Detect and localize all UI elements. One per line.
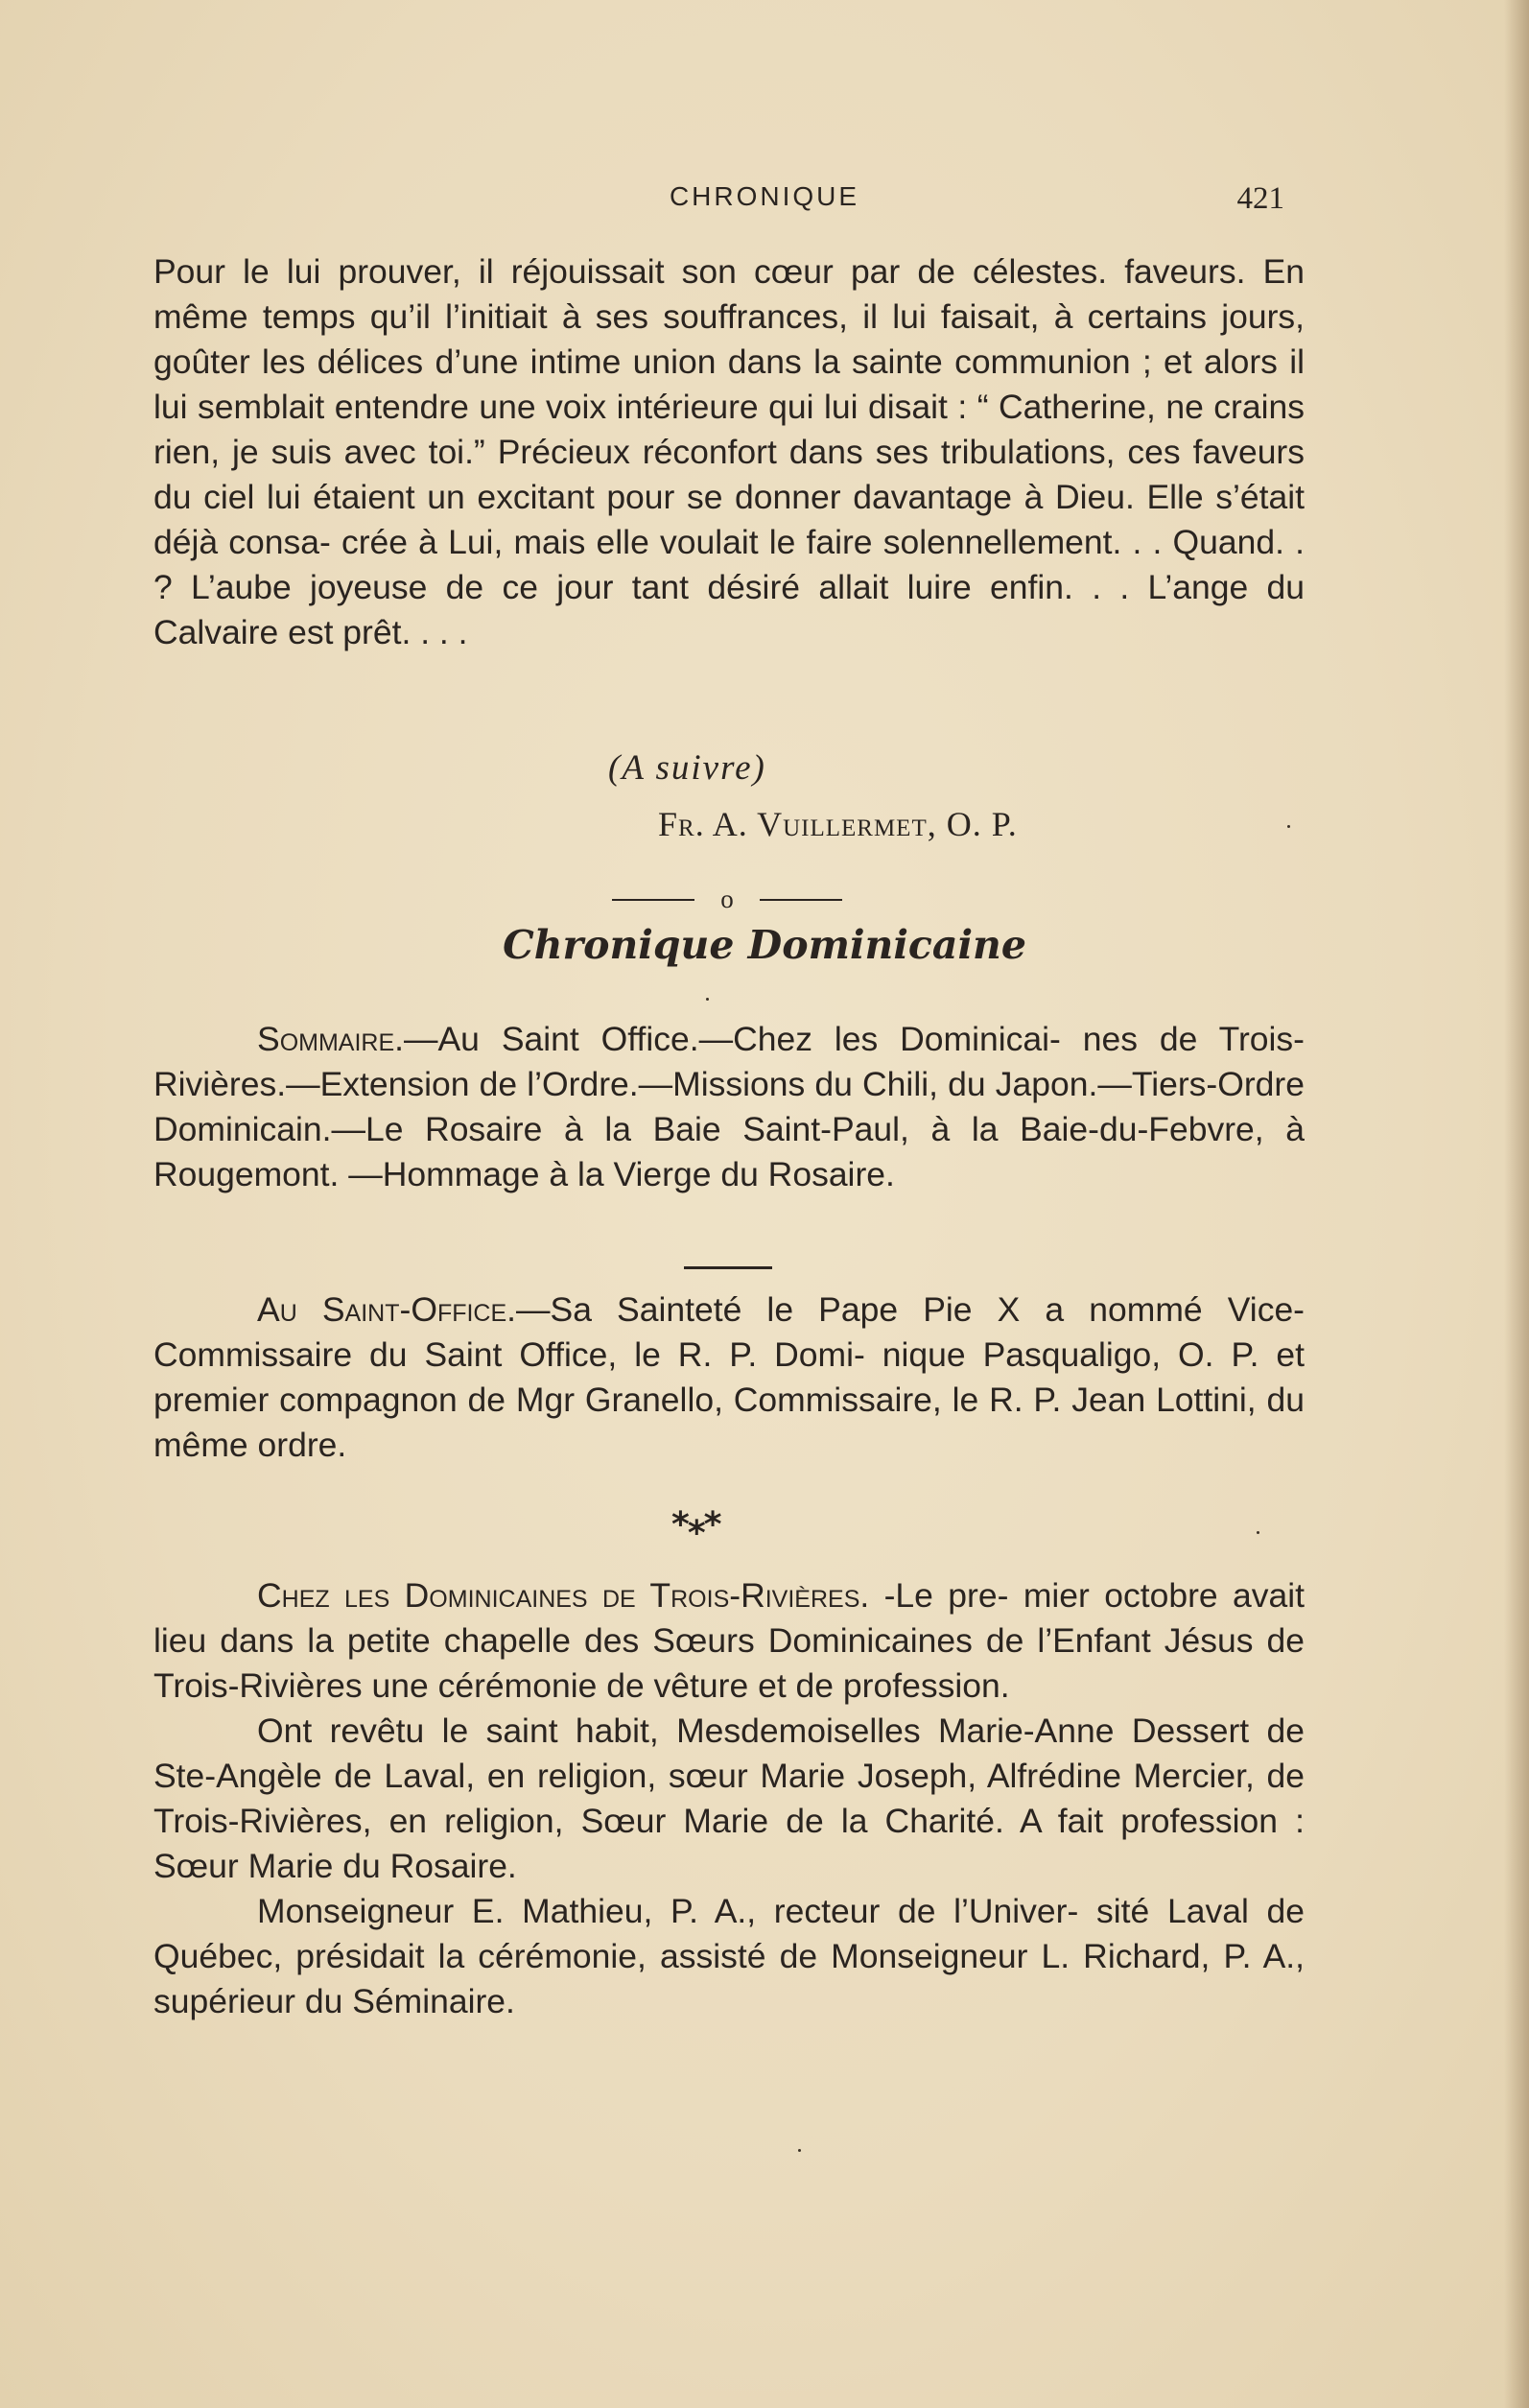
text-line: ses tribulations, ces faveurs du ciel lui étaient un excitant	[153, 433, 1306, 516]
asterisk: *	[671, 1505, 688, 1545]
divider-ornament: o	[720, 885, 734, 913]
text-line: Dessert de Ste-Angèle de Laval, en religion, sœur Marie	[153, 1712, 1305, 1795]
summary-paragraph	[153, 1017, 1305, 1197]
lead-smallcaps: ominicaines de	[429, 1576, 636, 1615]
opening-paragraph	[153, 249, 1305, 655]
text-line: il lui faisait, à certains jours, goûter les délices d’une intime	[153, 297, 1306, 381]
signature-part: , O. P.	[927, 805, 1018, 843]
text-line: ordre.	[257, 1426, 347, 1464]
vesture-text	[153, 1709, 1305, 1889]
lead-cap: T	[635, 1576, 671, 1615]
lead-cap: D	[389, 1576, 430, 1615]
text-line: .—Au Saint Office.—Chez les Dominicai-	[394, 1020, 1061, 1058]
section-title: Chronique Dominicaine	[503, 922, 1026, 968]
divider-line-right	[760, 899, 842, 901]
summary-text	[153, 1017, 1305, 1197]
text-line: Ont revêtu le saint habit, Mesdemoiselles Marie-Anne	[257, 1712, 1115, 1750]
section-divider	[612, 885, 842, 913]
text-line: nes de Trois-Rivières.—Extension de l’Ordre.—Missions	[153, 1020, 1305, 1103]
trois-rivieres-paragraph	[153, 1573, 1305, 2024]
divider-line-left	[612, 899, 694, 901]
text-line: Monseigneur L. Richard, P. A., supérieur du Séminaire.	[153, 1937, 1305, 2020]
text-line: Quand. . ? L’aube joyeuse de ce jour tant désiré allait luire	[153, 523, 1305, 606]
lead-smallcaps: ommaire	[279, 1020, 395, 1058]
paper-speck	[706, 998, 709, 1001]
text-line: Pour le lui prouver, il réjouissait son cœur par de célestes.	[153, 252, 1108, 291]
text-line: mier octobre avait lieu dans la petite chapelle des Sœurs	[153, 1576, 1305, 1660]
author-signature	[658, 802, 1018, 846]
text-line: du Chili, du Japon.—Tiers-Ordre Dominicain.—Le Rosaire	[153, 1065, 1305, 1148]
text-line: Marie du Rosaire.	[247, 1847, 517, 1885]
running-title: CHRONIQUE	[669, 181, 860, 211]
text-line: Monseigneur E. Mathieu, P. A., recteur de l’Univer-	[257, 1892, 1079, 1930]
asterisk: *	[687, 1514, 704, 1553]
text-line: .—Sa Sainteté le Pape Pie X a	[506, 1290, 1065, 1329]
text-line: union dans la sainte communion ; et alors il lui semblait	[153, 342, 1305, 426]
text-line: Granello, Commissaire, le R. P. Jean Lottini, du même	[153, 1381, 1305, 1464]
signature-part: F	[658, 805, 679, 843]
lead-smallcaps: aint	[344, 1290, 400, 1329]
running-head	[0, 177, 1529, 216]
lead-smallcaps: ivières	[764, 1576, 860, 1615]
asterisk: *	[703, 1505, 720, 1545]
text-line: Sœur Marie de la Charité. A fait profession : Sœur	[153, 1802, 1305, 1885]
signature-part: uillermet	[783, 805, 928, 843]
text-line: nique Pasqualigo, O. P. et premier compagnon de Mgr	[153, 1335, 1305, 1419]
lead-cap: -R	[729, 1576, 765, 1615]
text-line: nommé Vice-Commissaire du Saint Office, le R. P. Domi-	[153, 1290, 1306, 1374]
lead-cap: -O	[399, 1290, 437, 1329]
text-line: . -Le pre-	[859, 1576, 1009, 1615]
lead-smallcaps: ffice	[436, 1290, 507, 1329]
text-line: Joseph, Alfrédine Mercier, de Trois-Rivières, en religion,	[153, 1757, 1305, 1840]
lead-cap: C	[257, 1576, 282, 1615]
text-line: ne crains rien, je suis avec toi.” Précieux réconfort dans	[153, 388, 1305, 471]
short-rule	[684, 1266, 772, 1269]
lead-cap: S	[257, 1020, 280, 1058]
signature-part: r	[678, 805, 695, 843]
page-edge-shadow	[1504, 0, 1529, 2408]
text-line: entendre une voix intérieure qui lui disait : “ Catherine,	[334, 388, 1156, 426]
text-line: faveurs. En même temps qu’il l’initiait à ses souffrances,	[153, 252, 1305, 336]
saint-office-paragraph	[153, 1287, 1305, 1468]
presiding-text	[153, 1889, 1305, 2024]
text-line: Dominicaines de l’Enfant Jésus de Trois-Rivières une	[153, 1621, 1305, 1705]
signature-part: . A. V	[694, 805, 784, 843]
text-line: —Hommage à la Vierge du Rosaire.	[348, 1155, 895, 1193]
text-line: à la Baie Saint-Paul, à la Baie-du-Febvre, à Rougemont.	[153, 1110, 1305, 1193]
lead-smallcaps: hez les	[281, 1576, 390, 1615]
text-line: pour se donner davantage à Dieu. Elle s’était déjà consa-	[153, 478, 1305, 561]
lead-cap: A	[257, 1290, 280, 1329]
paper-speck	[798, 2149, 801, 2152]
text-line: sité Laval de Québec, présidait la cérémonie, assisté de	[153, 1892, 1306, 1975]
lead-smallcaps: rois	[670, 1576, 730, 1615]
text-line: enfin. . . L’ange du Calvaire est prêt. . . .	[153, 568, 1305, 651]
lead-smallcaps: u	[279, 1290, 297, 1329]
asterism	[671, 1505, 720, 1553]
page-number: 421	[1236, 181, 1284, 216]
lead-cap: S	[296, 1290, 345, 1329]
to-be-continued: (A suivre)	[608, 748, 766, 788]
trois-rivieres-text	[153, 1573, 1305, 1709]
text-line: crée à Lui, mais elle voulait le faire solennellement. . .	[341, 523, 1163, 561]
paper-speck	[1257, 1531, 1259, 1534]
text-line: cérémonie de vêture et de profession.	[437, 1666, 1010, 1705]
saint-office-text	[153, 1287, 1305, 1468]
opening-text	[153, 249, 1305, 655]
paper-speck	[1287, 825, 1290, 828]
